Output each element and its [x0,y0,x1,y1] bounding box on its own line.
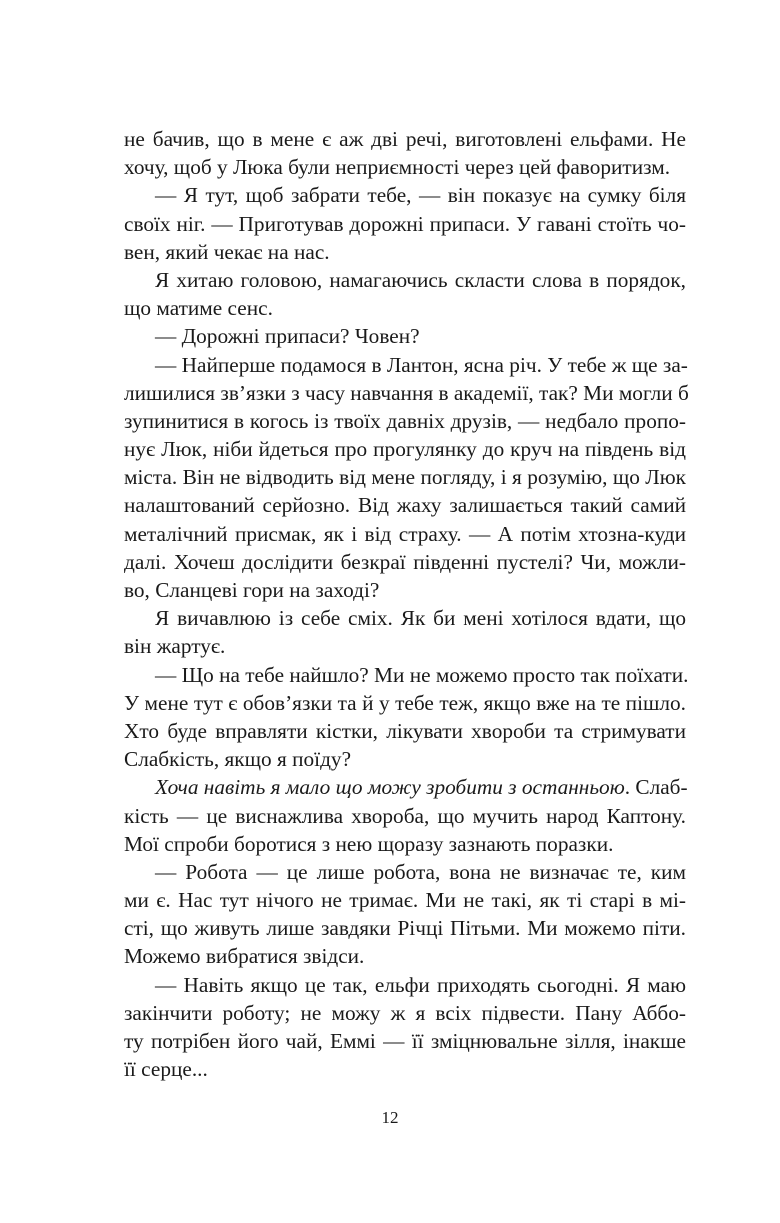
text-line: — Я тут, щоб забрати тебе, — він показує на сумку біля [155,183,686,208]
text-line: во, Сланцеві гори на заході? [124,578,380,602]
text-line: — Дорожні припаси? Човен? [155,324,420,349]
text-line: закінчити роботу; не можу ж я всіх підвести. Пану Аббо- [124,1000,686,1025]
text-line: її серце... [124,1057,208,1082]
text-line: вен, який чекає на нас. [124,239,330,264]
page-body [124,125,689,1083]
text-line: Слабкість, якщо я поїду? [124,747,352,772]
text-line: У мене тут є обов’язки та й у тебе теж, якщо вже на те пішло. [124,690,686,715]
text-line [124,773,686,801]
text-line: металічний присмак, як і від страху. — А потім хтозна-куди [124,521,686,546]
text-line: — Що на тебе найшло? Ми не можемо просто так поїхати. [155,662,689,687]
text-line: Мої спроби боротися з нею щоразу зазнають поразки. [124,831,614,856]
text-line: — Найперше подамося в Лантон, ясна річ. У тебе ж ще за- [155,352,688,377]
text-line: міста. Він не відводить від мене погляду, і я розумію, що Люк [124,465,686,490]
text-line: ту потрібен його чай, Еммі — її зміцнювальне зілля, інакше [124,1029,686,1053]
page-number: 12 [381,1108,399,1127]
text-line: не бачив, що в мене є аж дві речі, виготовлені ельфами. Не [124,127,686,151]
text-line: кість — це виснажлива хвороба, що мучить народ Каптону. [124,803,686,828]
text-line: він жартує. [124,634,226,659]
text-line: лишилися зв’язки з часу навчання в академії, так? Ми могли б [124,380,689,405]
text-line: що матиме сенс. [124,296,273,321]
text-line: своїх ніг. — Приготував дорожні припаси. У гавані стоїть чо- [124,211,686,236]
text-line: сті, що живуть лише завдяки Річці Пітьми. Ми можемо піти. [124,916,686,941]
text-line: налаштований серйозно. Від жаху залишається такий самий [124,493,686,518]
text-line: Хто буде вправляти кістки, лікувати хвороби та стримувати [124,718,686,743]
text-line: ми є. Нас тут нічого не тримає. Ми не такі, як ті старі в мі- [124,888,686,913]
text-line: Я вичавлюю із себе сміх. Як би мені хотілося вдати, що [155,606,686,631]
text-line: нує Люк, ніби йдеться про прогулянку до круч на південь від [124,437,686,462]
text-span: . Слаб- [624,775,688,800]
text-line: — Робота — це лише робота, вона не визначає те, ким [155,859,686,884]
text-line: далі. Хочеш дослідити безкраї південні пустелі? Чи, можли- [124,549,686,574]
text-line: зупинитися в когось із твоїх давніх друзів, — недбало пропо- [124,408,686,433]
text-line: хочу, щоб у Люка були неприємності через цей фаворитизм. [124,155,671,180]
text-line: — Навіть якщо це так, ельфи приходять сьогодні. Я маю [155,972,686,997]
text-line: Я хитаю головою, намагаючись скласти слова в порядок, [155,267,686,292]
italic-text: Хоча навіть я мало що можу зробити з останньою [155,775,625,800]
text-line: Можемо вибратися звідси. [124,944,365,969]
